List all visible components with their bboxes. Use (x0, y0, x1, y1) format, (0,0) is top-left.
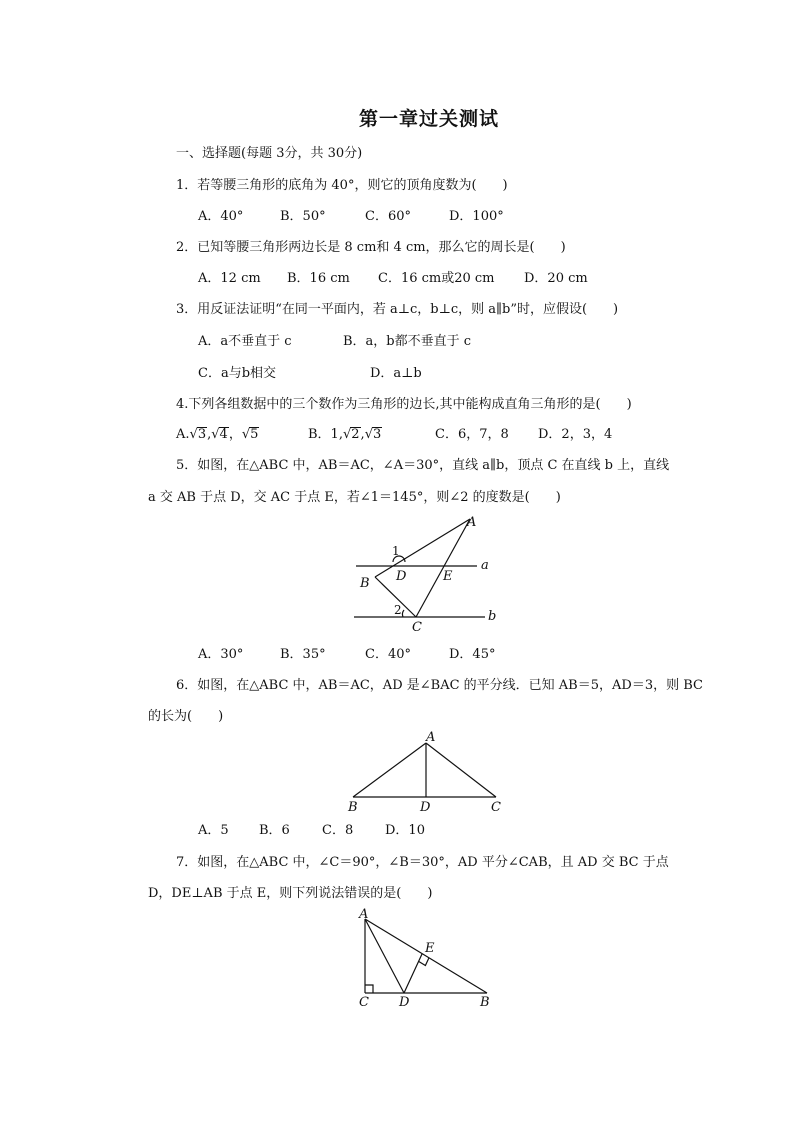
label-B: B (360, 576, 370, 591)
segment-de (404, 954, 422, 993)
label-A: A (467, 515, 477, 530)
question-6-stem-line-1: 6．如图，在△ABC 中，AB＝AC，AD 是∠BAC 的平分线．已知 AB＝5，AD＝3，则 BC (176, 678, 703, 693)
label-a: a (481, 558, 489, 573)
option-a-prefix: A. (176, 427, 190, 442)
sqrt-radical: √3 (364, 427, 382, 442)
question-6-option-c: C．8 (322, 823, 354, 838)
segment-ad (365, 919, 404, 993)
question-4-option-d: D．2，3，4 (538, 427, 613, 442)
question-3-option-b: B．a，b都不垂直于 c (343, 334, 472, 349)
label-B: B (348, 800, 358, 815)
label-E: E (425, 941, 435, 956)
label-A: A (426, 730, 436, 745)
question-3-stem: 3．用反证法证明“在同一平面内，若 a⊥c，b⊥c，则 a∥b”时，应假设( ) (176, 302, 619, 317)
label-E: E (443, 569, 453, 584)
label-C: C (491, 800, 501, 815)
side-ab (375, 519, 470, 577)
question-5-option-b: B．35° (280, 647, 326, 662)
question-5-option-a: A．30° (198, 647, 244, 662)
separator: , (207, 427, 212, 442)
sqrt-radical: √3 (189, 427, 207, 442)
question-1-option-c: C．60° (365, 209, 411, 224)
side-ac (416, 519, 470, 617)
label-B: B (480, 995, 490, 1010)
question-3-option-a: A．a不垂直于 c (198, 334, 292, 349)
question-2-option-a: A．12 cm (198, 271, 261, 286)
question-3-option-c: C．a与b相交 (198, 366, 277, 381)
question-2-stem: 2．已知等腰三角形两边长是 8 cm和 4 cm，那么它的周长是( ) (176, 240, 566, 255)
question-4-option-a (176, 427, 259, 443)
question-6-option-d: D．10 (385, 823, 425, 838)
question-1-option-d: D．100° (449, 209, 504, 224)
question-5-stem-line-1: 5．如图，在△ABC 中，AB＝AC，∠A＝30°，直线 a∥b，顶点 C 在直线 b 上，直线 (176, 458, 670, 473)
separator: , (360, 427, 365, 442)
question-1-option-a: A．40° (198, 209, 244, 224)
sqrt-radical: √2 (342, 427, 360, 442)
question-7-stem-line-2: D，DE⊥AB 于点 E，则下列说法错误的是( ) (148, 886, 433, 901)
label-D: D (420, 800, 431, 815)
question-6-option-b: B．6 (259, 823, 290, 838)
side-ab (365, 919, 487, 993)
question-4-option-c: C．6，7，8 (435, 427, 509, 442)
question-5-option-d: D．45° (449, 647, 496, 662)
question-2-option-c: C．16 cm或20 cm (378, 271, 495, 286)
question-6-figure (340, 728, 510, 818)
label-C: C (412, 620, 422, 635)
question-5-stem-line-2: a 交 AB 于点 D，交 AC 于点 E，若∠1＝145°，则∠2 的度数是( ) (148, 490, 561, 505)
sqrt-radical: √5 (241, 427, 259, 442)
angle-2-arc (402, 610, 404, 617)
label-angle-2: 2 (394, 603, 402, 617)
radicand: 5 (250, 427, 259, 442)
sqrt-radical: √4 (211, 427, 228, 442)
question-7-stem-line-1: 7．如图，在△ABC 中，∠C＝90°，∠B＝30°，AD 平分∠CAB，且 AD 交 BC 于点 (176, 855, 669, 870)
label-b: b (488, 609, 497, 624)
radicand: 4 (219, 427, 228, 442)
question-6-option-a: A．5 (198, 823, 229, 838)
radicand: 3 (372, 427, 382, 442)
label-D: D (396, 569, 407, 584)
section-heading: 一、选择题(每题 3分，共 30分) (176, 146, 363, 161)
question-4-option-b (308, 427, 382, 443)
label-D: D (399, 995, 410, 1010)
label-A: A (359, 907, 369, 922)
radicand: 3 (197, 427, 207, 442)
separator: ， (228, 427, 242, 442)
label-C: C (359, 995, 369, 1010)
right-angle-c (365, 985, 373, 993)
side-ab (353, 743, 426, 797)
side-ac (426, 743, 496, 797)
question-4-stem: 4.下列各组数据中的三个数作为三角形的边长,其中能构成直角三角形的是( ) (176, 397, 632, 412)
question-5-figure (340, 510, 510, 635)
question-3-option-d: D．a⊥b (370, 366, 422, 381)
option-b-prefix: B．1, (308, 427, 343, 442)
label-angle-1: 1 (392, 544, 400, 558)
question-2-option-b: B．16 cm (287, 271, 350, 286)
page-title: 第一章过关测试 (359, 108, 500, 130)
question-6-stem-line-2: 的长为( ) (148, 709, 224, 724)
question-2-option-d: D．20 cm (524, 271, 588, 286)
radicand: 2 (351, 427, 360, 442)
question-1-stem: 1．若等腰三角形的底角为 40°，则它的顶角度数为( ) (176, 178, 508, 193)
question-7-figure (345, 905, 505, 1015)
question-1-option-b: B．50° (280, 209, 326, 224)
question-5-option-c: C．40° (365, 647, 411, 662)
